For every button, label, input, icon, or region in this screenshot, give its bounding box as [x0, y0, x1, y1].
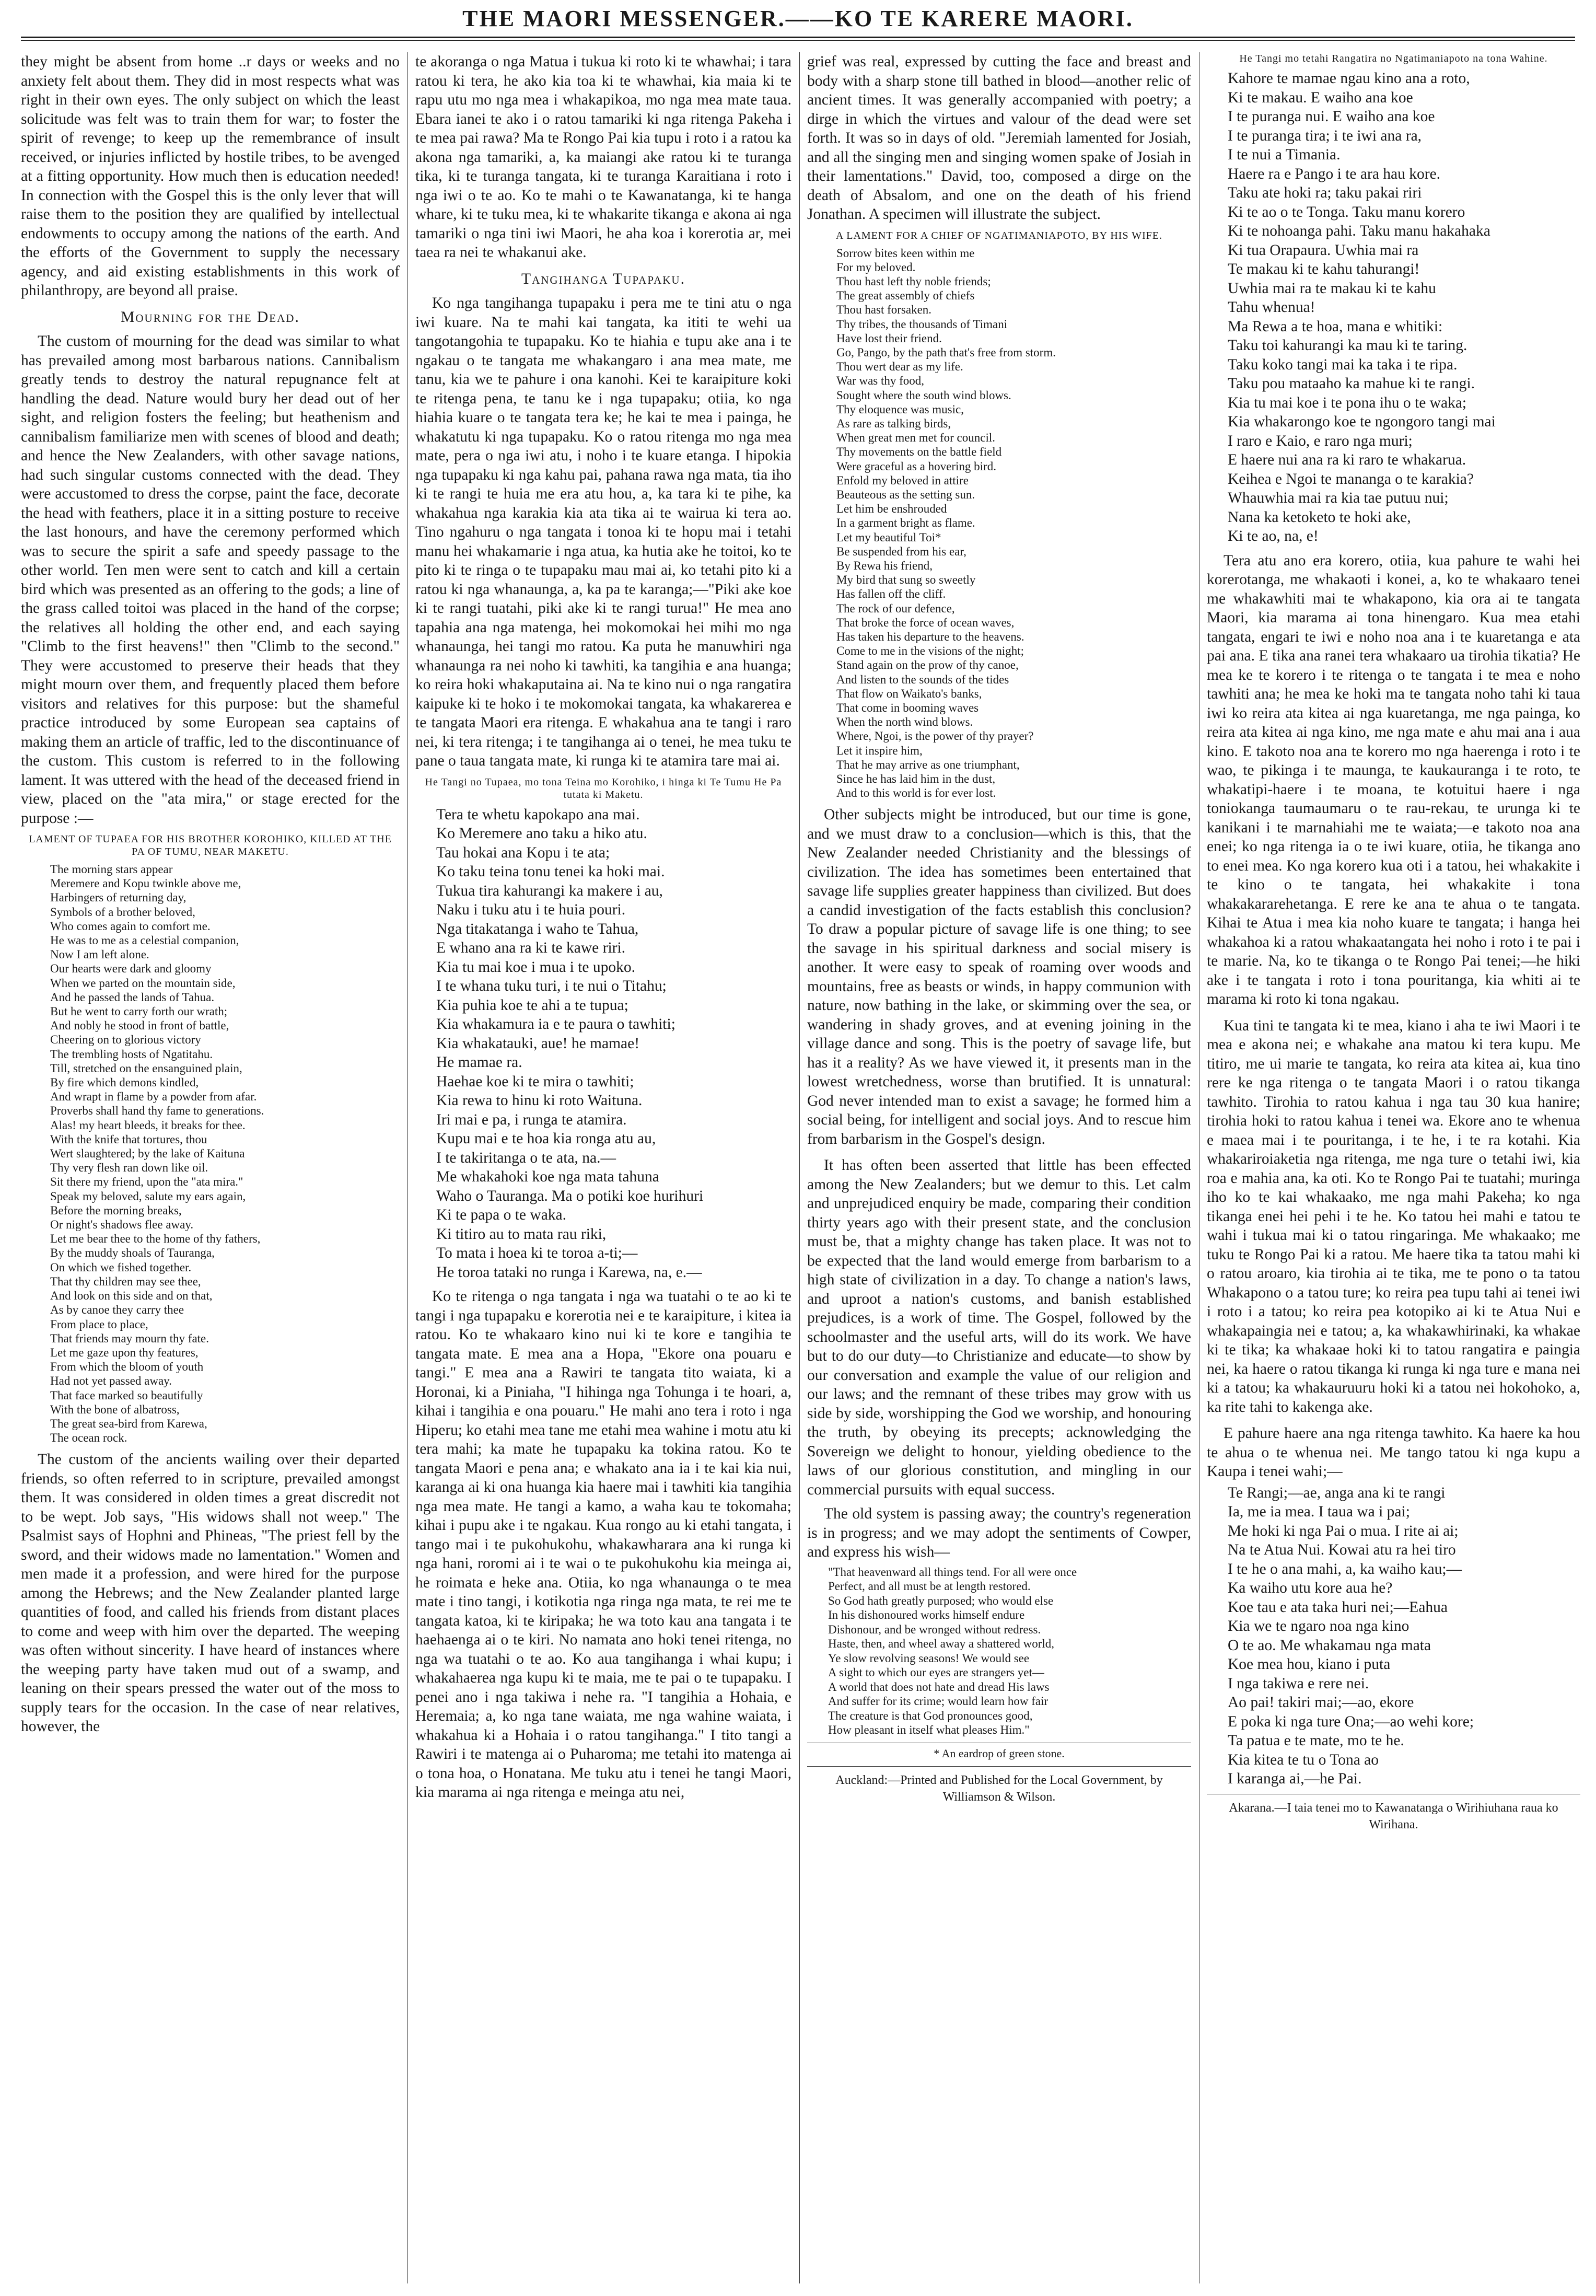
lament-poem — [50, 862, 400, 1445]
verse-line: Thou hast forsaken. — [836, 303, 932, 317]
verse-line: Taku koko tangi mai ka taka i te ripa. — [1228, 356, 1458, 373]
verse-line: Our hearts were dark and gloomy — [50, 962, 212, 976]
verse-line: Let me bear thee to the home of thy fathers, — [50, 1232, 261, 1246]
verse-line: Go, Pango, by the path that's free from storm. — [836, 345, 1056, 359]
article-paragraph: they might be absent from home ..r days or weeks and no anxiety felt about them. They did in most respects what was right in their own eyes. The only subject on which the least solicitude was felt was to train them for war; to foster the spirit of revenge; to keep up the remembrance of insult received, or injuries inflicted by hostile tribes, to be avenged at a fitting opportunity. How much then is education needed! In connection with the Gospel this is the only lever that will raise them to the position they are qualified by intellectual endowments to occupy among the nations of the earth. And the efforts of the Government to supply the necessary agency, and aid existing establishments in this work of philanthropy, are beyond all praise. — [21, 53, 400, 299]
verse-line: Ki te ao, na, e! — [1228, 528, 1319, 544]
verse-line: That thy children may see thee, — [50, 1274, 201, 1288]
verse-line: I raro e Kaio, e raro nga muri; — [1228, 432, 1413, 449]
verse-line: Ye slow revolving seasons! We would see — [828, 1651, 1030, 1665]
column-4 — [1207, 52, 1580, 2283]
verse-line: Tukua tira kahurangi ka makere i au, — [436, 882, 663, 899]
verse-line: Let me gaze upon thy features, — [50, 1346, 199, 1359]
verse-line: Keihea e Ngoi te mananga o te karakia? — [1228, 470, 1474, 488]
verse-line: By the muddy shoals of Tauranga, — [50, 1246, 215, 1260]
verse-line: That he may arrive as one triumphant, — [836, 758, 1020, 771]
verse-line: Naku i tuku atu i te huia pouri. — [436, 901, 626, 918]
verse-line: As by canoe they carry thee — [50, 1303, 184, 1317]
verse-line: I te nui a Timania. — [1228, 146, 1341, 163]
masthead-title: THE MAORI MESSENGER.——KO TE KARERE MAORI. — [462, 6, 1134, 31]
verse-line: Thy tribes, the thousands of Timani — [836, 317, 1008, 331]
lament-heading: A LAMENT FOR A CHIEF OF NGATIMANIAPOTO, BY HIS WIFE. — [835, 229, 1163, 241]
verse-line: Kia whakarongo koe te ngongoro tangi mai — [1228, 413, 1496, 430]
verse-line: Me whakahoki koe nga mata tahuna — [436, 1168, 659, 1185]
verse-line: Enfold my beloved in attire — [836, 473, 969, 487]
verse-line: He was to me as a celestial companion, — [50, 934, 239, 947]
verse-line: Let it inspire him, — [836, 744, 923, 757]
lament-poem — [836, 246, 1191, 801]
verse-line: Uwhia mai ra te makau ki te kahu — [1228, 280, 1436, 297]
verse-line: The rock of our defence, — [836, 601, 955, 615]
verse-line: Ma Rewa a te hoa, mana e whitiki: — [1228, 318, 1443, 335]
verse-line: Thou wert dear as my life. — [836, 360, 963, 374]
verse-line: In his dishonoured works himself endure — [828, 1608, 1025, 1622]
article-paragraph: The custom of the ancients wailing over their departed friends, so often referred to in scripture, prevailed amongst them. It was considered in olden times a great discredit not to be wept. Job says, "His widows shall not weep." The Psalmist says of Hophni and Phineas, "The priest fell by the sword, and their widows made no lamentation." Women and men made it a profession, and were hired for the purpose among the Hebrews; and the New Zealander planted large quantities of food, and called his friends from distant places to come and weep with him over the departed. The weeping was often without sincerity. I have heard of instances where the weeping party have taken mud out of a swamp, and leaning on their spears pressed the water out of the moss to supply tears for the occasion. In the case of near relatives, however, the — [21, 1451, 400, 1735]
verse-line: Kia tu mai koe i te pona ihu o te waka; — [1228, 394, 1467, 411]
verse-line: Had not yet passed away. — [50, 1374, 172, 1388]
verse-line: The morning stars appear — [50, 863, 173, 876]
verse-line: I te puranga tira; i te iwi ana ra, — [1228, 127, 1422, 144]
lament-heading: LAMENT OF TUPAEA FOR HIS BROTHER KOROHIKO, KILLED AT THE PA OF TUMU, NEAR MAKETU. — [29, 833, 392, 857]
verse-line: Koe mea hou, kiano i puta — [1228, 1656, 1391, 1673]
verse-line: Taku toi kahurangi ka mau ki te taring. — [1228, 337, 1467, 354]
verse-line: Meremere and Kopu twinkle above me, — [50, 877, 241, 890]
footnote: * An eardrop of green stone. — [807, 1743, 1191, 1761]
verse-line: Kia puhia koe te ahi a te tupua; — [436, 996, 628, 1014]
verse-line: Kia whakamura ia e te paura o tawhiti; — [436, 1016, 675, 1033]
verse-line: Me hoki ki nga Pai o mua. I rite ai ai; — [1228, 1522, 1459, 1539]
verse-line: Ka waiho utu kore aua he? — [1228, 1580, 1393, 1596]
article-paragraph: The old system is passing away; the country's regeneration is in progress; and we may adopt the sentiments of Cowper, and express his wish— — [807, 1505, 1191, 1561]
verse-line: With the bone of albatross, — [50, 1402, 180, 1416]
verse-line: Now I am left alone. — [50, 948, 149, 961]
verse-line: From place to place, — [50, 1317, 148, 1331]
verse-line: Thy very flesh ran down like oil. — [50, 1161, 208, 1175]
verse-line: Nana ka ketoketo te hoki ake, — [1228, 508, 1411, 526]
verse-line: The great sea-bird from Karewa, — [50, 1417, 207, 1430]
verse-line: Ki te ao o te Tonga. Taku manu korero — [1228, 203, 1465, 221]
maori-lament-verse — [436, 805, 791, 1282]
article-paragraph: Kua tini te tangata ki te mea, kiano i aha te iwi Maori i te mea e akona nei; e whakahe ana matou ki tera kupu. Me titiro, me ui marie te tangata, ko reira ata kitea ai, kua tino rere ke nga ritenga o te tangata Maori i o ratou tikanga tawhito. Tirohia to ratou kahua i nga tau 30 kua hanire; tirohia hoki to ratou kahua i tenei wa. Ekore ano te whenua e maea mai i te pouritanga, i te he, i te ra kotahi. Kia whakariroiaketia nga ritenga, me nga ture o tetahi iwi, kia roa e mahia ana, ka oti. Ko te Rongo Pai te tuatahi; muringa iho ko te kai whakaako, me nga mahi Pakeha; ko nga tikanga enei hei pehi i te he. Ko tatou hei mahi e tatou te wahi i tukua mai ki o tatou ringaringa. Me whakaako; me tuku te Rongo Pai ki a ratou. Me haere tika ta tatou mahi ki o ratou aroaro, kia tirohia ai te tika, me te pono o ta tatou Whakapono o a tatou ture; ko reira pea tupu tahi ai tenei iwi i roto i a tatou; ko reira pea kotopiko ai ki te Atua Nui e whakapaingia nei e tatou; a, ka whakawhirinaki, ka whakae ki te tika; ka whakaae hoki ki to tatou rangatira e paingia nei, ka haere o ratou tikanga ki runga ki nga ture e mana nei ki a tatou; ka whakauruuru hoki ki a tatou nei hokohoko, a, ka rite tahi to kakenga ake. — [1207, 1017, 1580, 1416]
verse-line: Alas! my heart bleeds, it breaks for thee. — [50, 1118, 246, 1132]
verse-line: Has fallen off the cliff. — [836, 587, 946, 601]
verse-line: Ki tua Orapaura. Uwhia mai ra — [1228, 241, 1419, 259]
verse-line: A sight to which our eyes are strangers yet— — [828, 1666, 1044, 1679]
verse-line: Haere ra e Pango i te ara hau kore. — [1228, 165, 1441, 182]
imprint: Akarana.—I taia tenei mo to Kawanatanga o Wirihiuhana raua ko Wirihana. — [1207, 1794, 1580, 1833]
verse-line: That friends may mourn thy fate. — [50, 1331, 209, 1345]
verse-line: The creature is that God pronounces good, — [828, 1709, 1033, 1722]
verse-line: Has taken his departure to the heavens. — [836, 630, 1024, 643]
verse-line: And listen to the sounds of the tides — [836, 672, 1009, 686]
verse-line: Till, stretched on the ensanguined plain, — [50, 1061, 242, 1075]
verse-line: As rare as talking birds, — [836, 416, 951, 430]
verse-line: Ki te nohoanga pahi. Taku manu hakahaka — [1228, 223, 1490, 239]
verse-line: On which we fished together. — [50, 1260, 192, 1274]
verse-line: I te whana tuku turi, i te nui o Titahu; — [436, 978, 667, 994]
verse-line: Ki te papa o te waka. — [436, 1207, 567, 1223]
verse-line: Thy movements on the battle field — [836, 445, 1002, 459]
verse-line: Stand again on the prow of thy canoe, — [836, 658, 1019, 672]
article-paragraph: Tera atu ano era korero, otiia, kua pahure te wahi hei korerotanga, me whakaoti i konei, a, ko te whakaaro tenei me whakawhiti mai te whakapono, kia ora ai te tangata Maori, kia marama ai tona hinengaro. Kua mea etahi tangata, engari te iwi e noho noa ana i te kuaretanga e ata pai ana. E tika ana ranei tera whakaaro ua tirohia tikatia? He mea ke te korero i te ritenga o te tangata i te mea e noho tawhiti ana; he mea ke hoki ma te tangata noho tahi ki taua iwi ko reira ata kitea ai nga kuaretanga, me nga painga, ko reira ata kitea ai nga kino, me nga mate e ahu mai ana i aua kino. E takoto noa ana te korero mo nga haerenga i roto i te wao, te pikinga i te maunga, te kaukauranga i te roto, te whakatipi-haere i te moana, te kotuitui haere i nga toniokanga taumaumaru o te rau-rekau, te urunga ki te kanikani i te marnahiahi me te waiata;—e takoto noa ana enei; ko nga ritenga ia o te iwi kuare, otiia, he tikanga ano to enei mea. Ko nga korero kua oti i a tatou, hei whakakite i te kino o te tangata, hei whakakite i tona whakakararehetanga. E rere ke ana te ahua o te tangata. Kihai te Atua i mea kia noho kuare te tangata; i hanga hei whakahoa ki a ratou whakaatangata hei noho i roto i te pai i te marie. Na, ko te tikanga o te Rongo Pai tenei;—he hiki ake i te tangata i roto i tona pouritanga, kia whiti ai te marama ki roto ki tona ngakau. — [1207, 552, 1580, 1007]
verse-line: Tahu whenua! — [1228, 299, 1315, 316]
verse-line: That flow on Waikato's banks, — [836, 687, 982, 700]
verse-line: Te Rangi;—ae, anga ana ki te rangi — [1228, 1484, 1446, 1501]
article-paragraph: Ko nga tangihanga tupapaku i pera me te tini atu o nga iwi kuare. Na te mahi kai tangata, ka ititi te wehi ua tangotangohia te tupapaku. Ko te hiahia e tupu ake ana i te ngakau o te tangata me whakangaro i ana mea mate, me tanu, kia we te pahure i ona kanohi. Kei te karaipiture koki te ritenga pena, te tanu ke i nga tupapaku; otiia, ko nga hiahia kuare o te tangata tera ke; he kai te mea i painga, he whakatutu ki nga tupapaku. Ko o ratou ritenga mo nga mea mate, pera o nga iwi atu, i noho i te kuare etanga. I hipokia nga tupapaku ki nga kahu pai, pahana rawa nga mata, tia iho ki te rangi te huia me era atu hou, a, ka tara ki te pihe, ka whakahua nga karakia kia ata tika ai te wairua ki tera ao. Tino ngahuru o nga tangata i tonoa ki te hopu mai i tetahi manu hei whakamarie i nga atua, ka hutia ake he toitoi, ko te pito ki te ringa o te tupapaku mau mai ai, ko tetahi pito ki a ratou ki nga whanaunga, a, ka pa te karanga;—"Piki ake koe ki te rangi tuatahi, piki ake ki te rangi turua!" He mea ano tapahia ana nga matenga, hei mokomokai hei mihi mo nga whanaunga, hei tangi mo ratou. Ka puta he manuwhiri nga whanaunga ra nei noho ki tawhiti, ka tangihia e ana huanga; ko reira hoki whakaputaina ai. Na te kino nui o nga rangatira kaipuke ki te hoko i te mokomokai tangata, ka whakarerea e te tangata Maori era ritenga. E whakahua ana te tangi i raro nei, ki tera ritenga; i te tangihanga ai o tenei, he mea tuku te pane o taua tangata mate, ki runga ki te atamira tare mai ai. — [415, 295, 791, 769]
verse-line: My bird that sung so sweetly — [836, 573, 976, 587]
verse-line: Thou hast left thy noble friends; — [836, 274, 991, 288]
verse-line: Before the morning breaks, — [50, 1203, 182, 1217]
verse-line: Be suspended from his ear, — [836, 544, 966, 558]
verse-line: Cheering on to glorious victory — [50, 1033, 201, 1047]
verse-line: And he passed the lands of Tahua. — [50, 990, 215, 1004]
verse-line: Beauteous as the setting sun. — [836, 488, 975, 501]
verse-line: By fire which demons kindled, — [50, 1076, 199, 1089]
masthead-rule — [21, 37, 1575, 41]
verse-line: Taku ate hoki ra; taku pakai riri — [1228, 184, 1422, 201]
verse-line: For my beloved. — [836, 260, 916, 274]
verse-line: Kia whakatauki, aue! he mamae! — [436, 1035, 640, 1052]
verse-line: Where, Ngoi, is the power of thy prayer? — [836, 729, 1034, 743]
verse-line: Taku pou mataaho ka mahue ki te rangi. — [1228, 375, 1475, 392]
verse-line: Dishonour, and be wronged without redress. — [828, 1622, 1041, 1636]
section-heading: Mourning for the Dead. — [121, 308, 300, 326]
verse-line: He toroa tataki no runga i Karewa, na, e.— — [436, 1263, 702, 1281]
verse-line: I te he o ana mahi, a, ka waiho kau;— — [1228, 1560, 1462, 1578]
verse-line: Kupu mai e te hoa kia ronga atu au, — [436, 1130, 656, 1147]
verse-line: That come in booming waves — [836, 701, 979, 714]
lament-heading: He Tangi mo tetahi Rangatira no Ngatimaniapoto na tona Wahine. — [1239, 53, 1548, 64]
verse-line: Let him be enshrouded — [836, 502, 947, 516]
column-3 — [807, 52, 1191, 2283]
verse-line: Thy eloquence was music, — [836, 402, 964, 416]
verse-line: I karanga ai,—he Pai. — [1228, 1770, 1362, 1787]
article-paragraph: E pahure haere ana nga ritenga tawhito. Ka haere ka hou te ahua o te whenua nei. Me tango tatou ki nga kupu a Kaupa i tenei wahi;— — [1207, 1425, 1580, 1480]
verse-line: Who comes again to comfort me. — [50, 919, 211, 933]
verse-line: To mata i hoea ki te toroa a-ti;— — [436, 1245, 638, 1261]
column-divider — [407, 52, 408, 2283]
verse-line: Or night's shadows flee away. — [50, 1218, 194, 1232]
verse-line: Haste, then, and wheel away a shattered world, — [828, 1637, 1055, 1651]
verse-line: Wert slaughtered; by the lake of Kaituna — [50, 1147, 245, 1161]
verse-line: I nga takiwa e rere nei. — [1228, 1675, 1369, 1692]
verse-line: Tera te whetu kapokapo ana mai. — [436, 806, 640, 823]
verse-line: Come to me in the visions of the night; — [836, 644, 1024, 658]
verse-line: How pleasant in itself what pleases Him." — [828, 1723, 1030, 1737]
verse-line: Te makau ki te kahu tahurangi! — [1228, 261, 1420, 277]
verse-line: And suffer for its crime; would learn how fair — [828, 1695, 1049, 1708]
verse-line: A world that does not hate and dread His laws — [828, 1680, 1050, 1694]
verse-line: When the north wind blows. — [836, 715, 973, 729]
article-paragraph: Ko te ritenga o nga tangata i nga wa tuatahi o te ao ki te tangi i nga tupapaku e korerotia nei e te karaipiture, i kitea ia ratou. Ko te whakaaro kino nui ki te kore e tangihia te tangata mate. E mea ana a Hopa, "Ekore ona pouaru e tangi." E mea ana a Rawiri te tangata tito waiata, ki a Horonai, ki a Piniaha, "I hihinga nga Tohunga i te hoari, a, kihai i tangihia e ona pouaru." He mahi ano tera i roto i nga Hiperu; ko etahi mea tane me etahi mea wahine i motu atu ki tera mahi; ka mate he tupapaku ka tokina ratou. Ko te tangata Maori e pena ana; e whakato ana ia i te kai kia nui, karanga ai ki ona huanga kia haere mai i tawhiti kia tangihia nga mea mate. He tangi a kamo, a waha kau te tokomaha; kihai i pupu ake i te ngakau. Kua rongo au ki etahi tangata, i tango mai i te pukohukohu, whakawharara ana ki runga ki nga hani, roromi ai i te wai o te pukohukohu kia meinga ai, he roimata e heke ana. Otiia, ko nga whanaunga o te mea mate i tino tangi, i kotikotia nga ringa nga mata, te rei me te tangata katoa, ki te kiripaka; he wa toto kau ana tangata i te haehaenga ai o te kiri. No namata ano hoki tenei ritenga, no nga wa tuatahi o te ao. Ko aua tangihanga i whai kupu; i whakahaerea nga kupu ki te maia, me te pai o te tupapaku. I penei ano i nga takiwa i nehe ra. "I tangihia a Hohaia, e Heremaia; a, ko nga tane waiata, me nga wahine waiata, i whakahua ki a Hohaia i o ratou tangihanga." I tito tangi a Rawiri i te matenga ai o Puharoma; me tetahi ito matenga ai o tona hoa, o Honatana. Me tuku atu i tenei he tangi Maori, kia marama ai nga ritenga e meinga atu nei, — [415, 1288, 791, 1801]
article-paragraph: Other subjects might be introduced, but our time is gone, and we must draw to a conclusion—which is this, that the New Zealander needed Christianity and the blessings of civilization. The idea has sometimes been entertained that savage life supplies greater happiness than civilized. But does a candid investigation of the facts establish this conclusion? To draw a popular picture of savage life is one thing; to see the savage in his spiritual darkness and social misery is another. It were easy to speak of roaming over woods and mountains, free as beasts or winds, in happy communion with nature, now bathing in the lake, or skimming over the sea, or wandering in shady groves, and at evening joining in the village dance and song. This is the poetry of savage life, but has it a reality? As we have viewed it, it presents man in the lowest wretchedness, worse than brutified. It is unnatural: God never intended man to exist a savage; he formed him a social being, for intelligent and social joys. And to rescue him from barbarism in the Gospel's design. — [807, 806, 1191, 1147]
verse-line: He mamae ra. — [436, 1054, 522, 1071]
verse-line: O te ao. Me whakamau nga mata — [1228, 1637, 1431, 1654]
verse-line: Kia tu mai koe i mua i te upoko. — [436, 958, 635, 976]
verse-line: E whano ana ra ki te kawe riri. — [436, 940, 626, 956]
verse-line: Sit there my friend, upon the "ata mira." — [50, 1175, 243, 1189]
lament-heading: He Tangi no Tupaea, mo tona Teina mo Korohiko, i hinga ki Te Tumu He Pa tutata ki Maketu. — [425, 776, 782, 801]
verse-line: By Rewa his friend, — [836, 559, 933, 572]
verse-line: Na te Atua Nui. Kowai atu ra hei tiro — [1228, 1541, 1456, 1558]
verse-line: Have lost their friend. — [836, 331, 942, 345]
verse-line: Sought where the south wind blows. — [836, 388, 1011, 402]
verse-line: Ao pai! takiri mai;—ao, ekore — [1228, 1694, 1414, 1711]
verse-line: Kia rewa to hinu ki roto Waituna. — [436, 1092, 643, 1109]
verse-line: And to this world is for ever lost. — [836, 786, 996, 800]
verse-line: "That heavenward all things tend. For all were once — [828, 1565, 1077, 1579]
verse-line: From which the bloom of youth — [50, 1360, 204, 1374]
verse-line: Proverbs shall hand thy fame to generations. — [50, 1104, 264, 1118]
verse-line: Waho o Tauranga. Ma o potiki koe hurihuri — [436, 1187, 704, 1204]
verse-line: Ko taku teina tonu tenei ka hoki mai. — [436, 863, 665, 880]
verse-line: That face marked so beautifully — [50, 1388, 203, 1402]
verse-line: And nobly he stood in front of battle, — [50, 1019, 229, 1033]
verse-line: When great men met for council. — [836, 431, 995, 445]
verse-line: Speak my beloved, salute my ears again, — [50, 1189, 246, 1203]
verse-line: Perfect, and all must be at length restored. — [828, 1580, 1031, 1593]
article-paragraph: The custom of mourning for the dead was similar to what has prevailed among most barbarous nations. Cannibalism greatly tends to destroy the natural repugnance felt at handling the dead. Nature would bury her dead out of her sight, and religion fosters the feeling; but heathenism and cannibalism familiarize men with scenes of blood and death; and hence the New Zealanders, with other savage nations, had such singular customs connected with the dead. They were accustomed to dress the corpse, paint the face, decorate the head with feathers, place it in a sitting posture to receive the last honours, and have the ceremony performed which was to secure the spirit a safe and speedy passage to the other world. Ten men were sent to catch and kill a certain bird which was presented as an offering to the gods; a line of the grass called toitoi was placed in the hand of the corpse; the relatives all holding the other end, and each saying "Climb to the first heavens!" then "Climb to the second." They were accustomed to preserve their heads that they might mourn over them, and frequently placed them before visitors and relatives for this purpose: but the shameful practice introduced by some European sea captains of making them an article of traffic, led to the discontinuance of the custom. This custom is referred to in the following lament. It was uttered with the head of the deceased friend in view, placed on the "ata mira," or stage erected for the purpose :— — [21, 333, 400, 827]
verse-line: But he went to carry forth our wrath; — [50, 1005, 228, 1018]
verse-line: Since he has laid him in the dust, — [836, 772, 996, 786]
verse-line: In a garment bright as flame. — [836, 516, 975, 530]
imprint: Auckland:—Printed and Published for the Local Government, by Williamson & Wilson. — [807, 1766, 1191, 1805]
verse-line: So God hath greatly purposed; who would else — [828, 1594, 1054, 1607]
cowper-quote — [828, 1565, 1191, 1737]
verse-line: Let my beautiful Toi* — [836, 530, 941, 544]
verse-line: I te puranga nui. E waiho ana koe — [1228, 108, 1435, 125]
column-1 — [21, 52, 400, 2283]
verse-line: Tau hokai ana Kopu i te ata; — [436, 844, 610, 861]
verse-line: Iri mai e pa, i runga te atamira. — [436, 1111, 627, 1128]
maori-cowper-verse — [1228, 1483, 1580, 1789]
maori-lament-verse — [1228, 69, 1580, 546]
article-paragraph: It has often been asserted that little has been effected among the New Zealanders; but we demur to this. Let calm and unprejudiced enquiry be made, comparing their condition thirty years ago with their present state, and the conclusion must be, that a mighty change has taken place. It was not to be expected that the land would emerge from barbarism to a high state of civilization in a day. To change a nation's laws, and uproot a nation's customs, and banish established prejudices, is a work of time. The Gospel, followed by the schoolmaster and the useful arts, will do its work. We have but to do our duty—to Christianize and educate—to show by our conversation and example the value of our religion and our laws; and the remnant of these tribes may grow with us side by side, worshipping the God we worship, and honouring the truth, by obeying its precepts; acknowledging the Sovereign we delight to honour, yielding obedience to the laws of our glorious constitution, and mingling in our commercial pursuits with equal success. — [807, 1157, 1191, 1498]
verse-line: When we parted on the mountain side, — [50, 976, 236, 990]
article-paragraph: grief was real, expressed by cutting the face and breast and body with a sharp stone till bathed in blood—another relic of ancient times. It was generally accompanied with poetry; a dirge in which the virtues and valour of the dead were set forth. It was so in days of old. "Jeremiah lamented for Josiah, and all the singing men and singing women spake of Josiah in their lamentations." David, too, composed a dirge on the death of Absalom, and one on the death of his friend Jonathan. A specimen will illustrate the subject. — [807, 53, 1191, 223]
verse-line: War was thy food, — [836, 374, 925, 388]
column-divider — [799, 52, 800, 2283]
verse-line: The ocean rock. — [50, 1431, 127, 1445]
verse-line: And wrapt in flame by a powder from afar. — [50, 1090, 257, 1104]
column-2 — [415, 52, 791, 2283]
verse-line: Ki te makau. E waiho ana koe — [1228, 89, 1413, 106]
verse-line: I te takiritanga o te ata, na.— — [436, 1149, 616, 1166]
verse-line: Kia kitea te tu o Tona ao — [1228, 1751, 1379, 1768]
verse-line: Sorrow bites keen within me — [836, 246, 975, 260]
verse-line: Harbingers of returning day, — [50, 891, 187, 905]
verse-line: Whauwhia mai ra kia tae putuu nui; — [1228, 490, 1449, 506]
verse-line: Ia, me ia mea. I taua wa i pai; — [1228, 1503, 1410, 1520]
verse-line: That broke the force of ocean waves, — [836, 616, 1015, 629]
verse-line: With the knife that tortures, thou — [50, 1132, 207, 1146]
verse-line: The trembling hosts of Ngatitahu. — [50, 1047, 213, 1061]
verse-line: Symbols of a brother beloved, — [50, 905, 195, 919]
verse-line: Haehae koe ki te mira o tawhiti; — [436, 1073, 634, 1090]
verse-line: E haere nui ana ra ki raro te whakarua. — [1228, 451, 1466, 468]
article-paragraph: te akoranga o nga Matua i tukua ki roto ki te whawhai; i tara ratou ki tera, he ako kia toa ki te whawhai, kia maia ki te rapu utu mo nga mea i whakapikoa, mo nga mea mate taua. Ebara ianei te ako i o ratou tamariki ki nga ritenga Pakeha i te mea pai rawa? Ma te Rongo Pai kia tupu i roto i a ratou ka akona nga tamariki, a, ka maiangi ake ratou ki te turanga tika, ki te turanga tangata, ki te turanga Karaitiana i roto i nga iwi o te ao. Ko te mahi o te Kawanatanga, ki te hanga whare, ki te tuku mea, ki te whakarite tikanga e akona ai nga tamariki o nga tini iwi Maori, he aha koa i korerotia ar, mei taea ra nei te whakanui ake. — [415, 53, 791, 261]
verse-line: Were graceful as a hovering bird. — [836, 459, 996, 473]
verse-line: Ko Meremere ano taku a hiko atu. — [436, 825, 647, 842]
verse-line: Nga titakatanga i waho te Tahua, — [436, 920, 639, 937]
verse-line: The great assembly of chiefs — [836, 289, 975, 303]
section-heading: Tangihanga Tupapaku. — [521, 270, 685, 287]
verse-line: E poka ki nga ture Ona;—ao wehi kore; — [1228, 1713, 1474, 1730]
verse-line: Kahore te mamae ngau kino ana a roto, — [1228, 70, 1470, 87]
verse-line: And look on this side and on that, — [50, 1289, 213, 1303]
verse-line: Ta patua e te mate, mo te he. — [1228, 1732, 1404, 1749]
verse-line: Ki titiro au to mata rau riki, — [436, 1225, 607, 1243]
verse-line: Koe tau e ata taka huri nei;—Eahua — [1228, 1598, 1448, 1616]
verse-line: Kia we te ngaro noa nga kino — [1228, 1618, 1409, 1634]
